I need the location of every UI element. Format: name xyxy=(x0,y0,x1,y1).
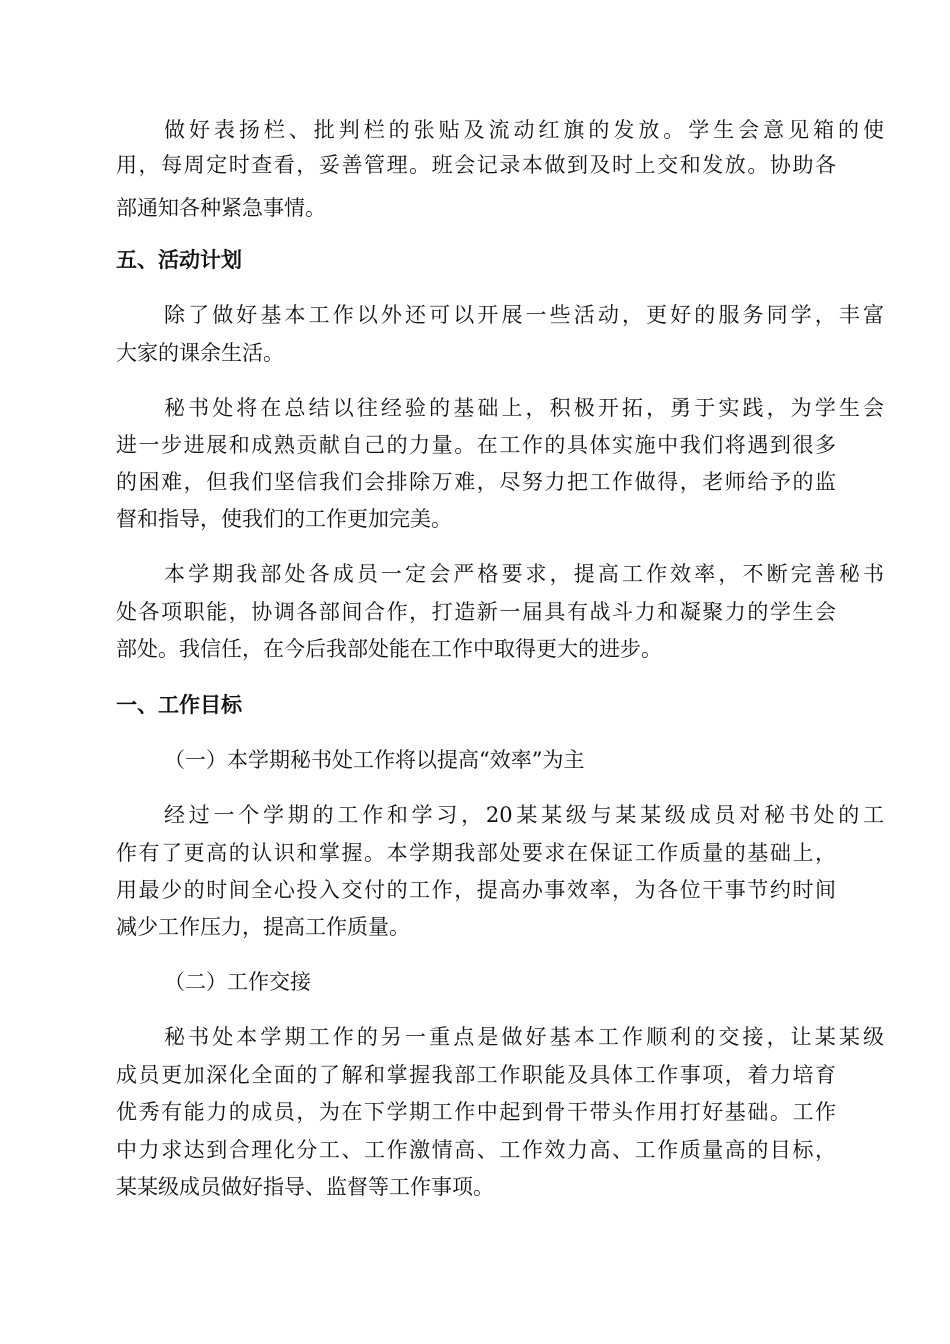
paragraph-line: 的困难，但我们坚信我们会排除万难，尽努力把工作做得，老师给予的监 xyxy=(116,470,836,494)
paragraph-line: 减少工作压力，提高工作质量。 xyxy=(116,915,410,939)
paragraph-line: 作有了更高的认识和掌握。本学期我部处要求在保证工作质量的基础上， xyxy=(116,841,836,865)
paragraph-line: 经过一个学期的工作和学习，20某某级与某某级成员对秘书处的工 xyxy=(164,803,884,827)
paragraph-line: 部通知各种紧急事情。 xyxy=(116,196,326,220)
paragraph-line: 用，每周定时查看，妥善管理。班会记录本做到及时上交和发放。协助各 xyxy=(116,153,836,177)
paragraph-line: 本学期我部处各成员一定会严格要求，提高工作效率，不断完善秘书 xyxy=(164,562,884,586)
section-heading: 一、工作目标 xyxy=(116,693,242,717)
paragraph-line: 进一步进展和成熟贡献自己的力量。在工作的具体实施中我们将遇到很多 xyxy=(116,433,836,457)
paragraph-line: 处各项职能，协调各部间合作，打造新一届具有战斗力和凝聚力的学生会 xyxy=(116,600,836,624)
paragraph-line: 用最少的时间全心投入交付的工作，提高办事效率，为各位干事节约时间 xyxy=(116,878,836,902)
section-heading: 五、活动计划 xyxy=(116,248,242,272)
paragraph-line: 某某级成员做好指导、监督等工作事项。 xyxy=(116,1175,494,1199)
paragraph-line: 秘书处本学期工作的另一重点是做好基本工作顺利的交接，让某某级 xyxy=(164,1025,884,1049)
paragraph-line: 大家的课余生活。 xyxy=(116,341,284,365)
paragraph-line: 部处。我信任，在今后我部处能在工作中取得更大的进步。 xyxy=(116,637,662,661)
paragraph-line: 做好表扬栏、批判栏的张贴及流动红旗的发放。学生会意见箱的使 xyxy=(164,118,884,142)
paragraph-line: 优秀有能力的成员，为在下学期工作中起到骨干带头作用打好基础。工作 xyxy=(116,1100,836,1124)
subsection-heading: （一）本学期秘书处工作将以提高“效率”为主 xyxy=(164,748,585,772)
paragraph-line: 成员更加深化全面的了解和掌握我部工作职能及具体工作事项，着力培育 xyxy=(116,1063,836,1087)
paragraph-line: 除了做好基本工作以外还可以开展一些活动，更好的服务同学，丰富 xyxy=(164,303,884,327)
paragraph-line: 秘书处将在总结以往经验的基础上，积极开拓，勇于实践，为学生会 xyxy=(164,396,884,420)
paragraph-line: 督和指导，使我们的工作更加完美。 xyxy=(116,507,452,531)
paragraph-line: 中力求达到合理化分工、工作激情高、工作效力高、工作质量高的目标， xyxy=(116,1138,836,1162)
subsection-heading: （二）工作交接 xyxy=(164,970,311,994)
